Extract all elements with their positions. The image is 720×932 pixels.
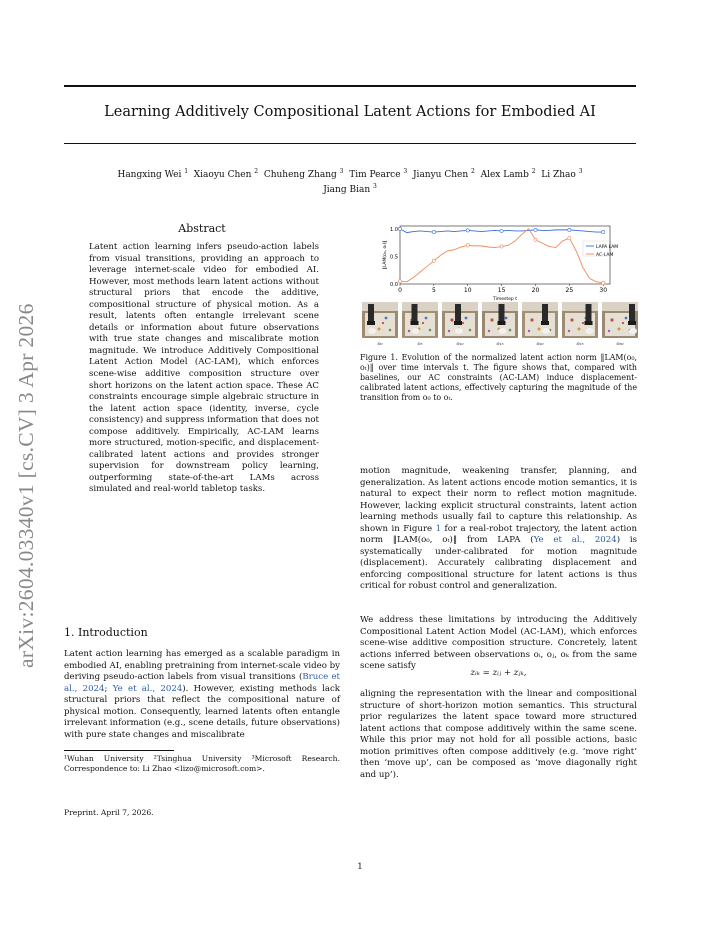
y-tick-label: 0.0 [390, 282, 398, 288]
data-point [568, 228, 571, 231]
preprint-date: Preprint. April 7, 2026. [64, 808, 154, 817]
x-tick-label: 10 [463, 287, 472, 294]
data-point [534, 238, 537, 241]
citation-link[interactable]: Bruce et al., 2024 [64, 672, 340, 694]
x-axis-label: Timestep t [493, 297, 517, 302]
data-point [568, 237, 571, 240]
author-line-2 [64, 181, 636, 196]
author-name: Li Zhao $^3$ [541, 168, 583, 180]
legend-label: AC-LAM [596, 252, 614, 258]
author-name: Chuheng Zhang $^3$ [263, 168, 344, 180]
author-name: Xiaoyu Chen $^2$ [193, 168, 259, 180]
robot-frame-image [442, 302, 478, 338]
intro-paragraph-right-3: aligning the representation with the linear and compositional structure of short-horizon motion semantics. This structural prior regularizes the latent space toward more structured latent actions that compose additively within the same scene. While this prior may not hold for all possible actions, basic motion primitives often compose additively (e.g. ‘move right’ then ‘move up’, can be composed as ‘move diagonally right and up’). [360, 689, 637, 780]
robot-frame-strip [362, 302, 638, 352]
abstract-heading: Abstract [178, 222, 226, 235]
abstract-body: Latent action learning infers pseudo-action labels from visual transitions, providing an approach to leverage internet-scale video for embodied AI. However, most methods learn latent actions without structural priors that encode the additive, compositional structure of physical motion. As a result, latents often entangle irrelevant scene details or information about future observations with true state changes and miscalibrate motion magnitude. We introduce Additively Compositional Latent Action Model (AC-LAM), which enforces scene-wise additive composition structure over short horizons on the latent action space. These AC constraints encourage simple algebraic structure in the latent action space (identity, inverse, cycle consistency) and suppress information that does not compose additively. Empirically, AC-LAM learns more structured, motion-specific, and displacement-calibrated latent actions and provides stronger supervision for downstream policy learning, outperforming state-of-the-art LAMs across simulated and real-world tabletop tasks. [89, 242, 319, 495]
author-affiliation-mark: 3 [578, 168, 583, 175]
frame-label: o₀ [377, 341, 383, 347]
robot-frame-image [522, 302, 558, 338]
x-tick-label: 25 [565, 287, 574, 294]
title-rule-top [64, 85, 636, 87]
author-name: Alex Lamb $^2$ [480, 168, 536, 180]
author-list [64, 166, 636, 196]
arxiv-sidebar-id[interactable]: arXiv:2604.03340v1 [cs.CV] 3 Apr 2026 [14, 303, 38, 668]
author-affiliation-mark: 2 [471, 168, 475, 175]
frame-label: o₃₀ [616, 341, 624, 347]
intro-text: ). However, existing methods lack structural priors that reflect the compositional nature of physical motion. Consequently, learned latents often entangle irrelevant information (e.g., scene details, future observations) with pure state changes and miscalibrate [64, 683, 340, 740]
y-tick-label: 1.0 [390, 226, 398, 233]
robot-frame-image [562, 302, 598, 338]
frame-label: o₅ [417, 341, 423, 347]
affiliation-footnote: ¹Wuhan University ²Tsinghua University ³Microsoft Research. Correspondence to: Li Zhao <lizo@microsoft.com>. [64, 754, 340, 773]
frame-label: o₂₅ [576, 341, 584, 347]
x-tick-label: 15 [497, 287, 506, 294]
latent-norm-line-chart [360, 222, 640, 302]
x-tick-label: 30 [599, 287, 608, 294]
data-point [398, 280, 401, 283]
x-tick-label: 5 [431, 287, 436, 294]
y-tick-label: 0.5 [390, 254, 398, 261]
additive-equation: zᵢₖ = zᵢⱼ + zⱼₖ, [470, 668, 527, 678]
author-name: Jianyu Chen $^2$ [412, 168, 475, 180]
author-affiliation-mark: 3 [372, 183, 377, 190]
intro-text: for a real-robot trajectory, the latent action norm ‖LAM(o₀, oₜ)‖ from LAPA ( [360, 523, 637, 546]
plot-frame [400, 226, 610, 284]
intro-paragraph-right-2: We address these limitations by introducing the Additively Compositional Latent Action Model (AC-LAM), which enforces scene-wise additive composition structure. Concretely, latent actions inferred between observations oᵢ, oⱼ, oₖ from the same scene satisfy [360, 615, 637, 672]
data-point [534, 228, 537, 231]
author-name: Jiang Bian $^3$ [323, 183, 377, 195]
citation-separator: ; [104, 683, 113, 694]
intro-paragraph-right-1 [360, 466, 637, 593]
y-axis-label: ‖LAM(o₀, oₜ)‖ [383, 240, 388, 270]
page-number: 1 [357, 862, 363, 872]
title-rule-bottom [64, 143, 636, 144]
author-line-1 [64, 166, 636, 181]
robot-frame-image [402, 302, 438, 338]
robot-frame-image [482, 302, 518, 338]
author-name: Hangxing Wei $^1$ [117, 168, 189, 180]
paper-title: Learning Additively Compositional Latent Actions for Embodied AI [104, 104, 596, 120]
intro-paragraph-left [64, 649, 340, 741]
x-tick-label: 20 [531, 287, 540, 294]
data-point [500, 229, 503, 232]
frame-label: o₁₅ [496, 341, 504, 347]
intro-text: ) is systematically under-calibrated for motion magnitude (displacement). Accurately calibrating displacement and enforcing compositional structure for latent actions is thus critical for robust control and generalization. [360, 535, 638, 592]
intro-text: Latent action learning has emerged as a scalable paradigm in embodied AI, enabling pretraining from internet-scale video by deriving pseudo-action labels from visual transitions ( [64, 649, 340, 683]
data-point [602, 230, 605, 233]
citation-link[interactable]: Ye et al., 2024 [112, 683, 183, 694]
x-tick-label: 0 [398, 287, 402, 294]
section-heading-introduction: 1. Introduction [64, 626, 148, 639]
data-point [500, 245, 503, 248]
robot-frame-image [602, 302, 638, 338]
author-affiliation-mark: 3 [339, 168, 344, 175]
figure-reference-link[interactable]: 1 [435, 523, 442, 534]
figure-caption: Figure 1. Evolution of the normalized latent action norm ‖LAM(o₀, oₜ)‖ over time intervals t. The figure shows that, compared with baselines, our AC constraints (AC-LAM) induce displacement-calibrated latent actions, effectively capturing the magnitude of the transition from o₀ to oₜ. [360, 353, 637, 402]
author-affiliation-mark: 1 [184, 168, 189, 175]
author-affiliation-mark: 3 [403, 168, 408, 175]
data-point [466, 229, 469, 232]
author-name: Tim Pearce $^3$ [349, 168, 408, 180]
author-affiliation-mark: 2 [254, 168, 259, 175]
data-point [398, 227, 401, 230]
frame-label: o₁₀ [456, 341, 464, 347]
footnote-rule [64, 750, 174, 751]
author-affiliation-mark: 2 [531, 168, 536, 175]
frame-label: o₂₀ [536, 341, 544, 347]
series-line [400, 229, 603, 283]
robot-frame-image [362, 302, 398, 338]
data-point [432, 259, 435, 262]
legend-label: LAPA LAM [596, 244, 619, 250]
citation-link[interactable]: Ye et al., 2024 [533, 535, 617, 546]
intro-text: motion magnitude, weakening transfer, planning, and generalization. As latent actions encode motion semantics, it is natural to expect their norm to reflect motion magnitude. However, lacking explicit structural constraints, latent action learning methods usually fail to capture this relationship. As shown in Figure [360, 466, 637, 534]
data-point [466, 244, 469, 247]
data-point [602, 281, 605, 284]
data-point [432, 230, 435, 233]
